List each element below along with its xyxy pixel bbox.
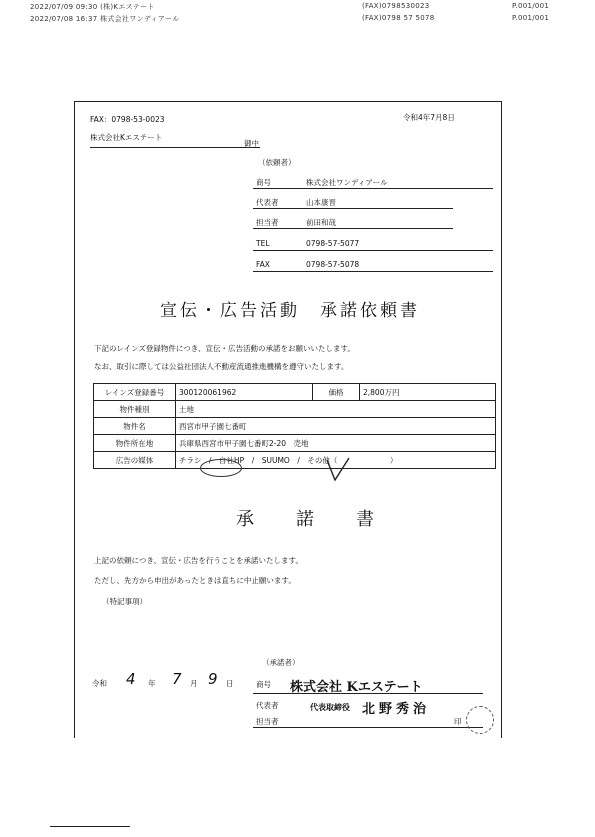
table-row xyxy=(94,418,496,435)
approver-rep-name: 北野秀治 xyxy=(362,702,431,717)
intro-line-1: 下記のレインズ登録物件につき、宣伝・広告活動の承諾をお願いいたします。 xyxy=(94,344,355,353)
ad-media-value: チラシ / 自社HP / SUUMO / その他（ ） xyxy=(176,452,496,469)
approver-seal-label: 印 xyxy=(454,717,462,726)
fax-header-line-2-page: P.001/001 xyxy=(512,14,550,22)
approver-company-line xyxy=(253,693,483,694)
special-notes-label: （特記事項） xyxy=(102,597,147,606)
requester-person-value: 前田和哉 xyxy=(306,218,336,227)
recipient-company: 株式会社Kエステート xyxy=(90,133,163,142)
fax-header-line-1-left: 2022/07/09 09:30 (株)Kエステート xyxy=(30,3,155,11)
table-row xyxy=(94,435,496,452)
property-name-value: 西宮市甲子園七番町 xyxy=(176,418,496,435)
property-type-value: 土地 xyxy=(176,401,496,418)
bottom-margin-mark xyxy=(50,826,130,827)
requester-person-label: 担当者 xyxy=(256,218,279,227)
approver-company-label: 商号 xyxy=(256,680,271,689)
requester-company-line xyxy=(253,188,493,189)
consent-text-1: 上記の依頼につき、宣伝・広告を行うことを承諾いたします。 xyxy=(94,556,303,565)
property-type-label: 物件種別 xyxy=(94,401,176,418)
table-row xyxy=(94,452,496,469)
requester-rep-line xyxy=(253,208,453,209)
approver-rep-title: 代表取締役 xyxy=(310,702,350,712)
approver-heading: （承諾者） xyxy=(262,658,300,667)
property-address-label: 物件所在地 xyxy=(94,435,176,452)
consent-date-day: 9 xyxy=(208,670,218,688)
consent-date-month: 7 xyxy=(172,670,182,688)
consent-date-day-unit: 日 xyxy=(226,679,234,688)
consent-text-2: ただし、先方から申出があったときは直ちに中止願います。 xyxy=(94,576,296,585)
fax-header-line-1-page: P.001/001 xyxy=(512,2,550,10)
requester-tel-line xyxy=(253,250,493,251)
seal-circle xyxy=(466,706,494,734)
intro-line-2: なお、取引に際しては公益社団法人不動産流通推進機構を遵守いたします。 xyxy=(94,362,349,371)
document-date: 令和4年7月8日 xyxy=(403,113,455,122)
approver-company-stamp: 株式会社 Kエステート xyxy=(290,680,423,695)
fax-header-line-2-mid: (FAX)0798 57 5078 xyxy=(362,14,435,22)
table-row xyxy=(94,401,496,418)
reins-number-label: レインズ登録番号 xyxy=(94,384,176,401)
requester-company-label: 商号 xyxy=(256,178,271,187)
requester-fax-label: FAX xyxy=(256,260,270,269)
consent-title: 承 諾 書 xyxy=(236,509,376,530)
approver-rep-label: 代表者 xyxy=(256,701,279,710)
fax-header-line-2-left: 2022/07/08 16:37 株式会社ワンディアール xyxy=(30,15,180,23)
media-chirashi-circle-mark xyxy=(200,459,242,477)
document-title: 宣伝・広告活動 承諾依頼書 xyxy=(160,301,420,321)
price-value: 2,800万円 xyxy=(360,384,496,401)
property-address-value: 兵庫県西宮市甲子園七番町2-20 売地 xyxy=(176,435,496,452)
reins-number-value: 300120061962 xyxy=(176,384,313,401)
property-table xyxy=(93,383,496,469)
property-name-label: 物件名 xyxy=(94,418,176,435)
consent-date-year-unit: 年 xyxy=(148,679,156,688)
consent-date-year: 4 xyxy=(126,670,136,688)
requester-company-value: 株式会社ワンディアール xyxy=(306,178,388,187)
fax-to-number: FAX：0798-53-0023 xyxy=(90,115,165,124)
requester-rep-value: 山本康晋 xyxy=(306,198,336,207)
fax-header-line-1-mid: (FAX)0798530023 xyxy=(362,2,430,10)
media-suumo-check-mark xyxy=(325,456,351,484)
requester-heading: （依頼者） xyxy=(258,158,296,167)
requester-person-line xyxy=(253,228,453,229)
recipient-underline xyxy=(90,147,260,148)
requester-fax-value: 0798-57-5078 xyxy=(306,260,360,269)
consent-date-month-unit: 月 xyxy=(190,679,198,688)
price-label: 価格 xyxy=(313,384,360,401)
requester-tel-value: 0798-57-5077 xyxy=(306,239,360,248)
requester-fax-line xyxy=(253,271,493,272)
recipient-suffix: 御中 xyxy=(244,139,259,148)
requester-rep-label: 代表者 xyxy=(256,198,279,207)
approver-person-line xyxy=(253,727,483,728)
approver-person-label: 担当者 xyxy=(256,717,279,726)
requester-tel-label: TEL xyxy=(256,239,270,248)
consent-date-era: 令和 xyxy=(92,679,107,688)
table-row xyxy=(94,384,496,401)
ad-media-label: 広告の媒体 xyxy=(94,452,176,469)
